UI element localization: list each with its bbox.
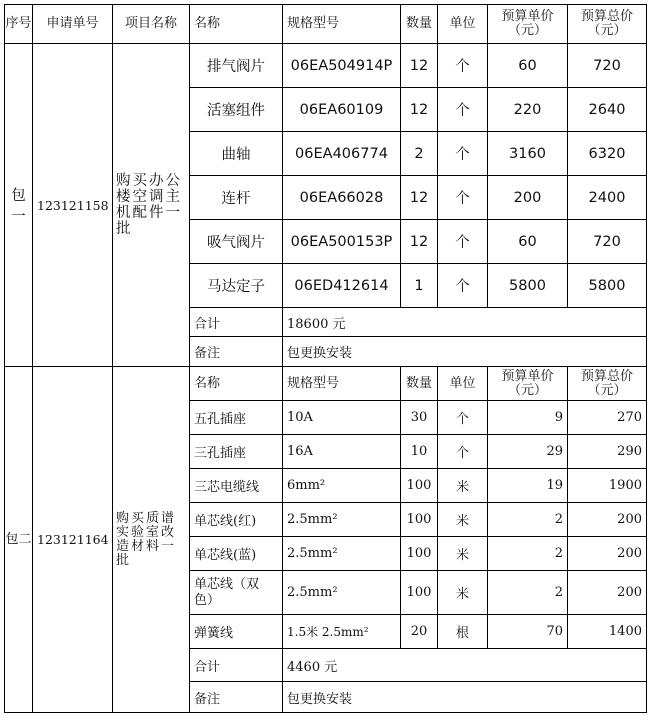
item-name: 五孔插座: [190, 401, 283, 435]
item-price: 2: [488, 571, 568, 615]
item-name: 三孔插座: [190, 435, 283, 469]
item-unit: 个: [438, 132, 488, 176]
item-name: 弹簧线: [190, 615, 283, 649]
item-qty: 1: [401, 264, 438, 308]
item-unit: 米: [438, 537, 488, 571]
item-unit: 个: [438, 435, 488, 469]
item-spec: 1.5米 2.5mm²: [283, 615, 401, 649]
item-price: 60: [488, 220, 568, 264]
item-price: 19: [488, 469, 568, 503]
item-unit: 个: [438, 176, 488, 220]
item-unit: 个: [438, 44, 488, 88]
header-name: 名称: [190, 5, 283, 44]
item-spec: 2.5mm²: [283, 571, 401, 615]
item-price: 9: [488, 401, 568, 435]
item-total: 200: [568, 537, 647, 571]
item-total: 270: [568, 401, 647, 435]
item-name: 三芯电缆线: [190, 469, 283, 503]
item-total: 720: [568, 220, 647, 264]
item-qty: 12: [401, 220, 438, 264]
table-header-row: [5, 5, 647, 44]
item-qty: 12: [401, 88, 438, 132]
item-spec: 06EA406774: [283, 132, 401, 176]
item-total: 5800: [568, 264, 647, 308]
item-spec: 6mm²: [283, 469, 401, 503]
item-qty: 12: [401, 176, 438, 220]
item-unit: 米: [438, 571, 488, 615]
package1-seq: 包一: [5, 44, 33, 367]
item-unit: 个: [438, 88, 488, 132]
item-total: 200: [568, 571, 647, 615]
note-value: 包更换安装: [283, 337, 647, 367]
item-price: 5800: [488, 264, 568, 308]
item-qty: 2: [401, 132, 438, 176]
item-spec: 06EA60109: [283, 88, 401, 132]
sub-header-unit: 单位: [438, 367, 488, 401]
item-total: 290: [568, 435, 647, 469]
item-spec: 2.5mm²: [283, 503, 401, 537]
sub-header-total-price: 预算总价（元）: [568, 367, 647, 401]
item-unit: 米: [438, 469, 488, 503]
item-name: 排气阀片: [190, 44, 283, 88]
sub-header-name: 名称: [190, 367, 283, 401]
item-name: 连杆: [190, 176, 283, 220]
item-price: 2: [488, 537, 568, 571]
item-qty: 100: [401, 503, 438, 537]
header-qty: 数量: [401, 5, 438, 44]
item-price: 70: [488, 615, 568, 649]
note-value: 包更换安装: [283, 682, 647, 713]
item-price: 220: [488, 88, 568, 132]
header-unit-price: 预算单价（元）: [488, 5, 568, 44]
item-total: 2400: [568, 176, 647, 220]
item-spec: 06ED412614: [283, 264, 401, 308]
item-price: 29: [488, 435, 568, 469]
item-total: 2640: [568, 88, 647, 132]
item-qty: 20: [401, 615, 438, 649]
sub-header-spec: 规格型号: [283, 367, 401, 401]
header-project: 项目名称: [113, 5, 190, 44]
item-unit: 个: [438, 264, 488, 308]
item-unit: 米: [438, 503, 488, 537]
item-unit: 个: [438, 401, 488, 435]
note-label: 备注: [190, 337, 283, 367]
package2-project: 购买质谱实验室改造材料一批: [113, 367, 190, 713]
item-qty: 10: [401, 435, 438, 469]
table-row: [5, 44, 647, 88]
item-name: 吸气阀片: [190, 220, 283, 264]
item-total: 720: [568, 44, 647, 88]
item-total: 6320: [568, 132, 647, 176]
item-total: 1900: [568, 469, 647, 503]
item-name: 曲轴: [190, 132, 283, 176]
sum-label: 合计: [190, 649, 283, 682]
item-name: 马达定子: [190, 264, 283, 308]
item-qty: 12: [401, 44, 438, 88]
item-qty: 100: [401, 571, 438, 615]
item-price: 3160: [488, 132, 568, 176]
item-qty: 100: [401, 469, 438, 503]
header-seq: 序号: [5, 5, 33, 44]
item-spec: 16A: [283, 435, 401, 469]
item-spec: 06EA66028: [283, 176, 401, 220]
item-name: 单芯线（双色）: [190, 571, 283, 615]
item-total: 1400: [568, 615, 647, 649]
item-unit: 个: [438, 220, 488, 264]
item-total: 200: [568, 503, 647, 537]
item-name: 单芯线(红): [190, 503, 283, 537]
item-spec: 06EA504914P: [283, 44, 401, 88]
item-price: 60: [488, 44, 568, 88]
package1-apply-no: 123121158: [33, 44, 113, 367]
package2-apply-no: 123121164: [33, 367, 113, 713]
item-name: 单芯线(蓝): [190, 537, 283, 571]
package1-project: 购买办公楼空调主机配件一批: [113, 44, 190, 367]
note-label: 备注: [190, 682, 283, 713]
item-qty: 100: [401, 537, 438, 571]
item-spec: 06EA500153P: [283, 220, 401, 264]
sum-value: 4460 元: [283, 649, 647, 682]
header-total-price: 预算总价（元）: [568, 5, 647, 44]
sub-header-row: [5, 367, 647, 401]
package2-seq: 包二: [5, 367, 33, 713]
item-qty: 30: [401, 401, 438, 435]
procurement-table: [4, 4, 647, 713]
item-price: 2: [488, 503, 568, 537]
item-spec: 10A: [283, 401, 401, 435]
header-spec: 规格型号: [283, 5, 401, 44]
item-name: 活塞组件: [190, 88, 283, 132]
sub-header-qty: 数量: [401, 367, 438, 401]
header-unit: 单位: [438, 5, 488, 44]
sum-value: 18600 元: [283, 308, 647, 337]
sum-label: 合计: [190, 308, 283, 337]
item-spec: 2.5mm²: [283, 537, 401, 571]
header-apply-no: 申请单号: [33, 5, 113, 44]
sub-header-unit-price: 预算单价（元）: [488, 367, 568, 401]
item-price: 200: [488, 176, 568, 220]
item-unit: 根: [438, 615, 488, 649]
